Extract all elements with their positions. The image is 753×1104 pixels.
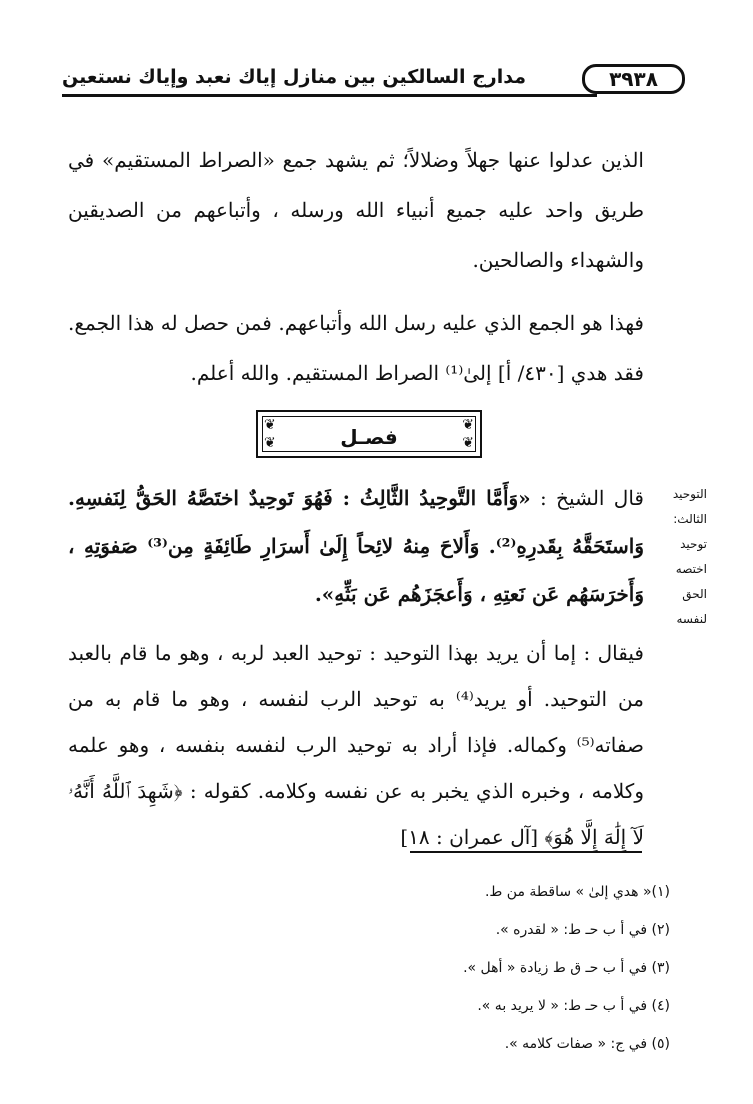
footnote-rule (410, 851, 642, 853)
margin-note-line: الحق (682, 587, 707, 601)
margin-note (655, 482, 707, 632)
section-title-frame (256, 410, 482, 458)
running-title: مدارج السالكين بين منازل إياك نعبد وإياك نستعين (62, 66, 526, 88)
margin-note-line: التوحيد (672, 487, 707, 501)
footnote: (٣) في أ ب حـ ق ط زيادة « أهل ». (463, 960, 670, 976)
page-number: ٣٩٣٨ (582, 64, 685, 94)
paragraph-1: الذين عدلوا عنها جهلاً وضلالاً؛ ثم يشهد جمع «الصراط المستقيم» في طريق واحد عليه جميع أنبياء الله ورسله ، وأتباعهم من الصديقين والشهداء والصالحين. (68, 148, 644, 272)
ornament-icon: ❦ (264, 435, 276, 451)
ornament-icon: ❦ (462, 435, 474, 451)
page-header (62, 62, 687, 98)
footnote: (٢) في أ ب حـ ط: « لقدره ». (495, 922, 670, 938)
footnote: (١)« هدي إلىٰ » ساقطة من ط. (484, 884, 670, 900)
paragraph-3: فيقال : إما أن يريد بهذا التوحيد : توحيد العبد لربه ، وهو ما قام بالعبد من التوحيد. أو يريد⁽⁴⁾ به توحيد الرب لنفسه ، وهو ما قام به من صفاته⁽⁵⁾ وكماله. فإذا أراد به توحيد الرب لنفسه بنفسه ، وهو علمه وكلامه ، وخبره الذي يخبر به عن نفسه وكلامه. كقوله : ﴿شَهِدَ ٱللَّهُ أَنَّهُۥ لَآ إِلَٰهَ إِلَّا هُوَ﴾ [آل عمران : ١٨] (68, 641, 644, 849)
footnotes (200, 873, 670, 1063)
ornament-icon: ❦ (462, 417, 474, 433)
margin-note-line: الثالث: (673, 512, 707, 526)
shaykh-quote-block (68, 474, 644, 618)
ornament-icon: ❦ (264, 417, 276, 433)
margin-note-line: توحيد (680, 537, 707, 551)
paragraph-2: فهذا هو الجمع الذي عليه رسل الله وأتباعهم. فمن حصل له هذا الجمع. فقد هدي [٤٣٠/ أ] إلىٰ⁽¹⁾ الصراط المستقيم. والله أعلم. (68, 311, 644, 385)
header-rule (62, 94, 597, 97)
shaykh-intro: قال الشيخ : (530, 486, 644, 510)
section-title-inner-frame (262, 416, 476, 452)
margin-note-line: لنفسه (676, 612, 707, 626)
margin-note-line: اختصه (675, 562, 707, 576)
shaykh-quote: «وَأَمَّا التَّوحِيدُ الثَّالِثُ : فَهُوَ تَوحِيدٌ اختَصَّهُ الحَقُّ لِنَفسِهِ. وَاستَحَقَّهُ بِقَدرِهِ⁽²⁾. وَأَلاحَ مِنهُ لائِحاً إِلَىٰ أَسرَارِ طَائِفَةٍ مِن⁽³⁾ صَفوَتِهِ ، وَأَخرَسَهُم عَن نَعتِهِ ، وَأَعجَزَهُم عَن بَثِّهِ». (68, 486, 644, 606)
footnote: (٥) في ج: « صفات كلامه ». (504, 1036, 670, 1052)
footnote: (٤) في أ ب حـ ط: « لا يريد به ». (477, 998, 670, 1014)
section-title: فصـل (340, 425, 398, 449)
